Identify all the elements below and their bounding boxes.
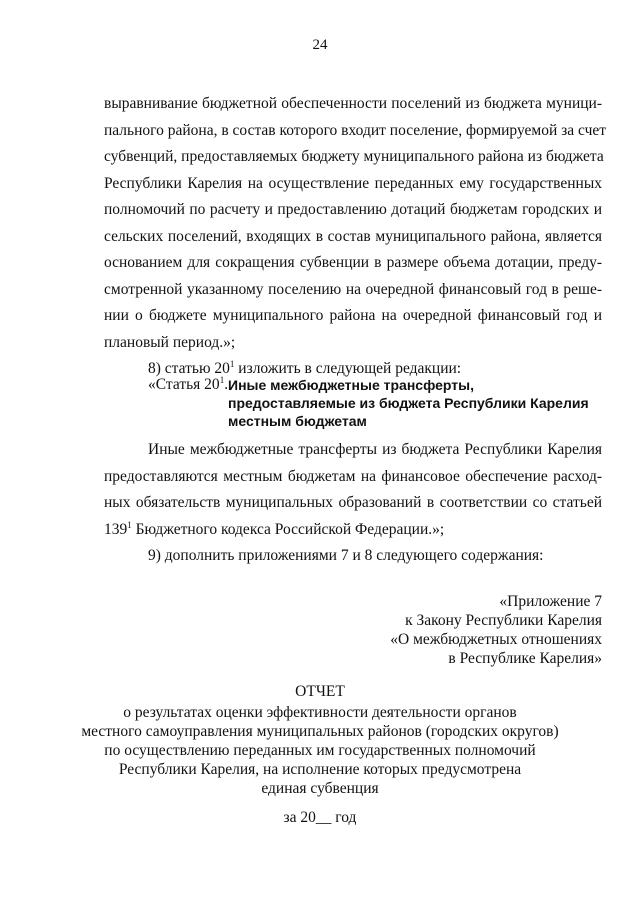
report-line: единая субвенция [261,780,379,797]
appendix-line: «Приложение 7 [499,593,602,610]
text-line: нии о бюджете муниципального района на очередной финансовый год и [104,307,602,324]
item-8-pre: 8) статью 20 [148,360,230,377]
article-lead-post: . [224,376,229,393]
article-title-line: предоставляемые из бюджета Республики Карелия [228,395,589,411]
article-title-line: местным бюджетам [228,413,367,429]
text-line: ных обязательств муниципальных образований в соответствии со статьей [104,494,602,511]
item-8-post: изложить в следующей редакции: [234,360,462,377]
text-line: субвенций, предоставляемых бюджету муниципального района из бюджета [104,148,604,165]
report-line: Республики Карелия, на исполнение которых предусмотрена [118,761,522,778]
text-line: смотренной указанному поселению на очередной финансовый год в реше- [104,280,602,298]
report-line: по осуществлению переданных им государственных полномочий [104,742,536,759]
paragraph-1 [104,91,607,383]
report-year: за 20__ год [283,809,357,826]
report-heading [0,682,640,827]
text-line: сельских поселений, входящих в состав муниципального района, является [104,227,602,245]
text-pre: 139 [104,520,128,538]
item-9: 9) дополнить приложениями 7 и 8 следующего содержания: [148,547,544,564]
text-line: основанием для сокращения субвенции в размере объема дотации, преду- [104,254,602,271]
text-post: Бюджетного кодекса Российской Федерации.»; [131,520,445,538]
appendix-line: «О межбюджетных отношениях [390,631,602,648]
text-line: предоставляются местным бюджетам на финансовое обеспечение расход- [104,467,602,485]
appendix-line: к Закону Республики Карелия [405,612,602,629]
item-8-sup: 1 [229,359,235,369]
article-lead-sup: 1 [219,375,225,385]
appendix-line: в Республике Карелия» [448,650,602,667]
article-lead-pre: «Статья 20 [148,376,220,393]
text-line: пального района, в состав которого входит поселение, формируемой за счет [104,121,607,139]
text-line: Иные межбюджетные трансферты из бюджета Республики Карелия [148,441,602,458]
article-title-line: Иные межбюджетные трансферты, [228,377,474,393]
page-number: 24 [312,37,328,53]
report-line: о результатах оценки эффективности деятельности органов [123,704,517,721]
text-line: Республики Карелия на осуществление переданных ему государственных [104,174,602,192]
text-line: плановый период.»; [104,333,236,351]
text-line: выравнивание бюджетной обеспеченности поселений из бюджета муници- [104,95,602,112]
text-sup: 1 [127,519,132,530]
article-lead [148,376,228,394]
appendix-header [390,592,602,668]
report-line: местного самоуправления муниципальных районов (городских округов) [81,723,559,740]
article-title [228,376,589,430]
report-title: ОТЧЕТ [295,683,345,700]
text-line: полномочий по расчету и предоставлению дотаций бюджетам городских и [104,201,602,218]
paragraph-2 [104,437,602,570]
text-line [104,517,602,544]
